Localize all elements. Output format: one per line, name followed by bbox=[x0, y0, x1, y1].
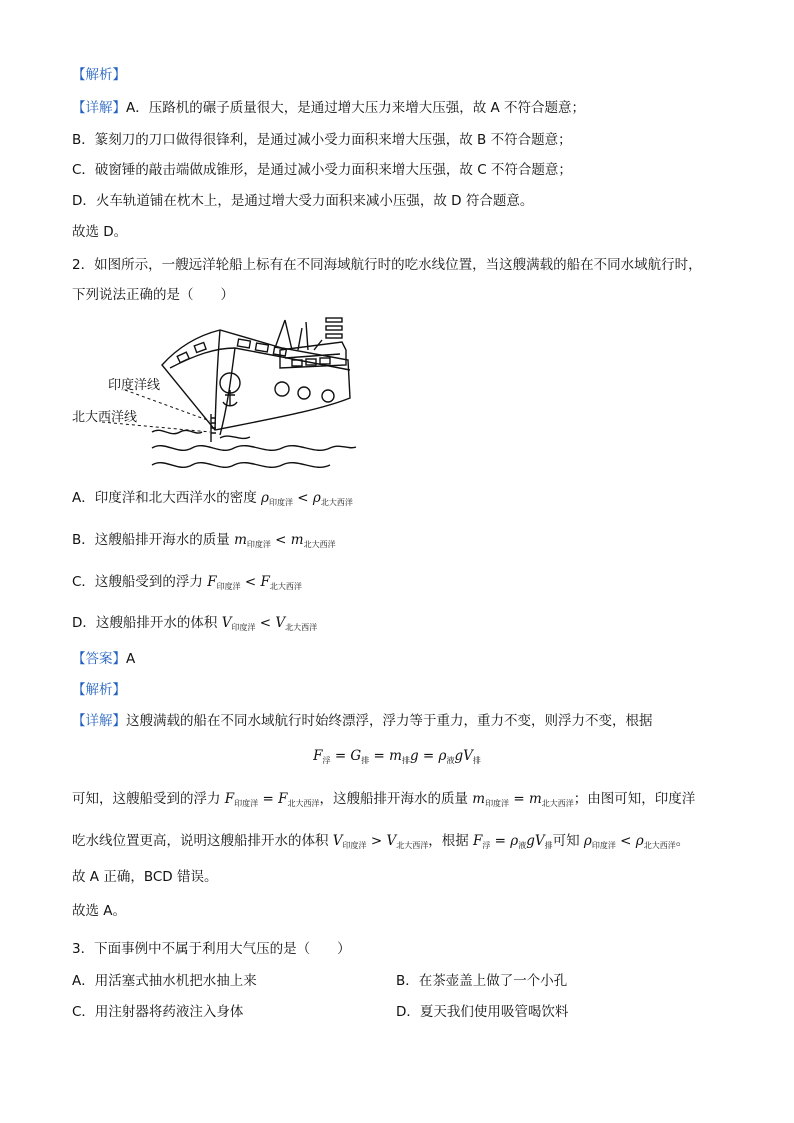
q2-option-d: D．这艘船排开水的体积 $V_{印度洋} < V_{北大西洋}$ bbox=[72, 615, 318, 632]
q2-answer: 【答案】A bbox=[72, 651, 136, 667]
q2-detail-line4: 故 A 正确，BCD 错误。 bbox=[72, 869, 218, 885]
q2-analysis-tag: 【解析】 bbox=[72, 682, 126, 698]
q2-detail-line2: 可知，这艘船受到的浮力 $F_{印度洋} = F_{北大西洋}$，这艘船排开海水的质量 $m_{印度洋} = m_{北大西洋}$；由图可知，印度洋 bbox=[72, 791, 696, 808]
detail-tag: 【详解】 bbox=[72, 100, 126, 116]
q3-option-a: A．用活塞式抽水机把水抽上来 bbox=[72, 973, 257, 989]
ship-figure bbox=[70, 310, 360, 475]
detail-line-b: B．篆刻刀的刀口做得很锋利，是通过减小受力面积来增大压强，故 B 不符合题意； bbox=[72, 132, 572, 148]
q3-option-d: D．夏天我们使用吸管喝饮料 bbox=[396, 1004, 569, 1020]
q3-option-b: B．在茶壶盖上做了一个小孔 bbox=[396, 973, 568, 989]
q2-conclusion: 故选 A。 bbox=[72, 903, 127, 919]
q2-option-a: A．印度洋和北大西洋水的密度 $\rho_{印度洋} < \rho_{北大西洋}$ bbox=[72, 490, 353, 507]
analysis-tag: 【解析】 bbox=[72, 67, 126, 83]
q2-detail-line1: 【详解】这艘满载的船在不同水域航行时始终漂浮，浮力等于重力，重力不变，则浮力不变，根据 bbox=[72, 713, 653, 729]
detail-line-a: 【详解】A．压路机的碾子质量很大，是通过增大压力来增大压强，故 A 不符合题意； bbox=[72, 100, 586, 116]
label-indian-ocean-line: 印度洋线 bbox=[108, 378, 161, 393]
q3-stem: 3．下面事例中不属于利用大气压的是（ ） bbox=[72, 941, 351, 957]
q2-stem-line2: 下列说法正确的是（ ） bbox=[72, 287, 234, 303]
detail-line-c: C．破窗锤的敲击端做成锥形，是通过减小受力面积来增大压强，故 C 不符合题意； bbox=[72, 162, 572, 178]
conclusion-1: 故选 D。 bbox=[72, 224, 128, 240]
q2-detail-line3: 吃水线位置更高，说明这艘船排开水的体积 $V_{印度洋} > V_{北大西洋}$，根据 $F_浮 = \rho_液gV_排$可知 $\rho_{印度洋} < \rho_{北大西洋}$。 bbox=[72, 833, 690, 850]
detail-line-d: D．火车轨道铺在枕木上，是通过增大受力面积来减小压强，故 D 符合题意。 bbox=[72, 193, 534, 209]
q2-option-b: B．这艘船排开海水的质量 $m_{印度洋} < m_{北大西洋}$ bbox=[72, 532, 336, 549]
q3-option-c: C．用注射器将药液注入身体 bbox=[72, 1004, 244, 1020]
label-north-atlantic-line: 北大西洋线 bbox=[72, 410, 138, 425]
buoyancy-formula: $F_浮 = G_排 = m_排g = \rho_液gV_排$ bbox=[313, 748, 481, 765]
q2-stem-line1: 2．如图所示，一艘远洋轮船上标有在不同海域航行时的吃水线位置，当这艘满载的船在不同水域航行时， bbox=[72, 257, 702, 273]
q2-option-c: C．这艘船受到的浮力 $F_{印度洋} < F_{北大西洋}$ bbox=[72, 574, 302, 591]
